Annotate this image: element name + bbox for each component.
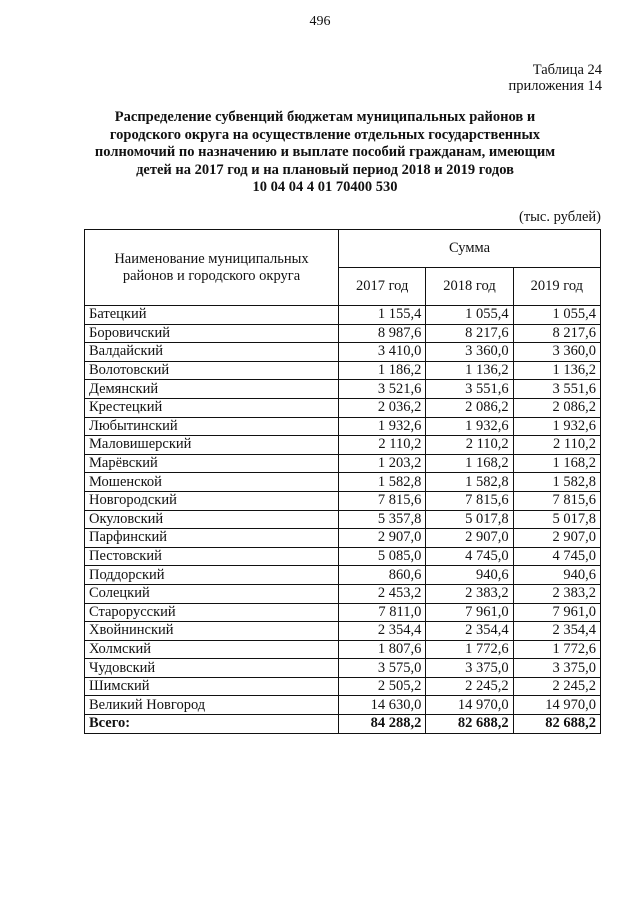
- value-2018: 1 055,4: [426, 306, 513, 325]
- table-row: [85, 454, 601, 473]
- district-name: Хвойнинский: [85, 622, 339, 641]
- value-2019: 7 961,0: [513, 603, 600, 622]
- district-name: Боровичский: [85, 324, 339, 343]
- district-name: Батецкий: [85, 306, 339, 325]
- value-2017: 8 987,6: [339, 324, 426, 343]
- value-2017: 2 505,2: [339, 677, 426, 696]
- value-2019: 940,6: [513, 566, 600, 585]
- column-header-2019: 2019 год: [513, 268, 600, 306]
- district-name: Солецкий: [85, 584, 339, 603]
- district-name: Поддорский: [85, 566, 339, 585]
- value-2019: 1 136,2: [513, 361, 600, 380]
- table-row: [85, 417, 601, 436]
- total-2017: 84 288,2: [339, 715, 426, 734]
- value-2017: 3 410,0: [339, 343, 426, 362]
- column-header-2017: 2017 год: [339, 268, 426, 306]
- value-2018: 2 907,0: [426, 529, 513, 548]
- district-name: Старорусский: [85, 603, 339, 622]
- value-2017: 2 453,2: [339, 584, 426, 603]
- value-2018: 3 360,0: [426, 343, 513, 362]
- value-2018: 1 932,6: [426, 417, 513, 436]
- value-2019: 1 055,4: [513, 306, 600, 325]
- table-row: [85, 584, 601, 603]
- table-row: [85, 380, 601, 399]
- value-2019: 2 907,0: [513, 529, 600, 548]
- value-2018: 1 136,2: [426, 361, 513, 380]
- total-row: [85, 715, 601, 734]
- value-2018: 3 551,6: [426, 380, 513, 399]
- value-2018: 1 582,8: [426, 473, 513, 492]
- value-2018: 2 245,2: [426, 677, 513, 696]
- district-name: Холмский: [85, 640, 339, 659]
- value-2017: 5 357,8: [339, 510, 426, 529]
- value-2017: 1 155,4: [339, 306, 426, 325]
- value-2019: 14 970,0: [513, 696, 600, 715]
- value-2018: 2 110,2: [426, 436, 513, 455]
- district-name: Окуловский: [85, 510, 339, 529]
- document-title: [90, 109, 560, 197]
- table-row: [85, 343, 601, 362]
- value-2018: 8 217,6: [426, 324, 513, 343]
- value-2017: 1 186,2: [339, 361, 426, 380]
- table-row: [85, 306, 601, 325]
- table-reference: [509, 62, 602, 94]
- page-number: 496: [309, 14, 331, 29]
- table-row: [85, 436, 601, 455]
- value-2019: 3 360,0: [513, 343, 600, 362]
- district-name: Чудовский: [85, 659, 339, 678]
- value-2019: 7 815,6: [513, 491, 600, 510]
- district-name: Крестецкий: [85, 398, 339, 417]
- table-row: [85, 398, 601, 417]
- district-name: Великий Новгород: [85, 696, 339, 715]
- value-2019: 2 110,2: [513, 436, 600, 455]
- table-row: [85, 603, 601, 622]
- value-2017: 1 932,6: [339, 417, 426, 436]
- table-row: [85, 529, 601, 548]
- value-2019: 1 168,2: [513, 454, 600, 473]
- value-2019: 2 383,2: [513, 584, 600, 603]
- table-row: [85, 491, 601, 510]
- value-2019: 8 217,6: [513, 324, 600, 343]
- value-2017: 2 036,2: [339, 398, 426, 417]
- value-2019: 2 086,2: [513, 398, 600, 417]
- value-2017: 14 630,0: [339, 696, 426, 715]
- table-row: [85, 640, 601, 659]
- appendix-number: приложения 14: [508, 78, 602, 94]
- value-2018: 5 017,8: [426, 510, 513, 529]
- value-2019: 2 245,2: [513, 677, 600, 696]
- district-name: Новгородский: [85, 491, 339, 510]
- value-2017: 2 110,2: [339, 436, 426, 455]
- value-2018: 7 815,6: [426, 491, 513, 510]
- value-2019: 4 745,0: [513, 547, 600, 566]
- value-2017: 1 807,6: [339, 640, 426, 659]
- district-name: Демянский: [85, 380, 339, 399]
- value-2017: 1 582,8: [339, 473, 426, 492]
- value-2019: 5 017,8: [513, 510, 600, 529]
- table-row: [85, 547, 601, 566]
- value-2017: 860,6: [339, 566, 426, 585]
- subvention-table: [84, 229, 601, 734]
- value-2018: 1 168,2: [426, 454, 513, 473]
- district-name: Марёвский: [85, 454, 339, 473]
- table-row: [85, 510, 601, 529]
- table-row: [85, 566, 601, 585]
- district-name: Пестовский: [85, 547, 339, 566]
- value-2019: 1 772,6: [513, 640, 600, 659]
- value-2017: 3 575,0: [339, 659, 426, 678]
- value-2018: 4 745,0: [426, 547, 513, 566]
- value-2017: 3 521,6: [339, 380, 426, 399]
- value-2017: 7 811,0: [339, 603, 426, 622]
- table-row: [85, 696, 601, 715]
- value-2018: 1 772,6: [426, 640, 513, 659]
- value-2018: 2 383,2: [426, 584, 513, 603]
- value-2019: 3 375,0: [513, 659, 600, 678]
- column-header-sum: Сумма: [339, 230, 601, 268]
- district-name: Парфинский: [85, 529, 339, 548]
- district-name: Любытинский: [85, 417, 339, 436]
- table-row: [85, 622, 601, 641]
- budget-code: 10 04 04 4 01 70400 530: [252, 179, 398, 195]
- district-name: Волотовский: [85, 361, 339, 380]
- units-label: (тыс. рублей): [519, 209, 601, 225]
- total-label: Всего:: [85, 715, 339, 734]
- value-2019: 1 582,8: [513, 473, 600, 492]
- district-name: Мошенской: [85, 473, 339, 492]
- table-number: Таблица 24: [532, 62, 602, 78]
- total-2019: 82 688,2: [513, 715, 600, 734]
- value-2018: 7 961,0: [426, 603, 513, 622]
- value-2018: 14 970,0: [426, 696, 513, 715]
- table-row: [85, 361, 601, 380]
- district-name: Маловишерский: [85, 436, 339, 455]
- table-row: [85, 324, 601, 343]
- value-2018: 940,6: [426, 566, 513, 585]
- table-row: [85, 659, 601, 678]
- total-2018: 82 688,2: [426, 715, 513, 734]
- district-name: Шимский: [85, 677, 339, 696]
- value-2018: 3 375,0: [426, 659, 513, 678]
- value-2017: 7 815,6: [339, 491, 426, 510]
- table-row: [85, 677, 601, 696]
- district-name: Валдайский: [85, 343, 339, 362]
- column-header-2018: 2018 год: [426, 268, 513, 306]
- value-2017: 5 085,0: [339, 547, 426, 566]
- column-header-name: Наименование муниципальных районов и городского округа: [85, 230, 339, 306]
- value-2019: 2 354,4: [513, 622, 600, 641]
- value-2018: 2 354,4: [426, 622, 513, 641]
- value-2017: 1 203,2: [339, 454, 426, 473]
- value-2018: 2 086,2: [426, 398, 513, 417]
- value-2017: 2 354,4: [339, 622, 426, 641]
- value-2017: 2 907,0: [339, 529, 426, 548]
- table-row: [85, 473, 601, 492]
- value-2019: 3 551,6: [513, 380, 600, 399]
- title-text: Распределение субвенций бюджетам муниципальных районов и городского округа на осуществление отдельных государственных полномочий по назначению и выплате пособий гражданам, имеющим детей на 2017 год и на плановый период 2018 и 2019 годов: [94, 109, 556, 178]
- value-2019: 1 932,6: [513, 417, 600, 436]
